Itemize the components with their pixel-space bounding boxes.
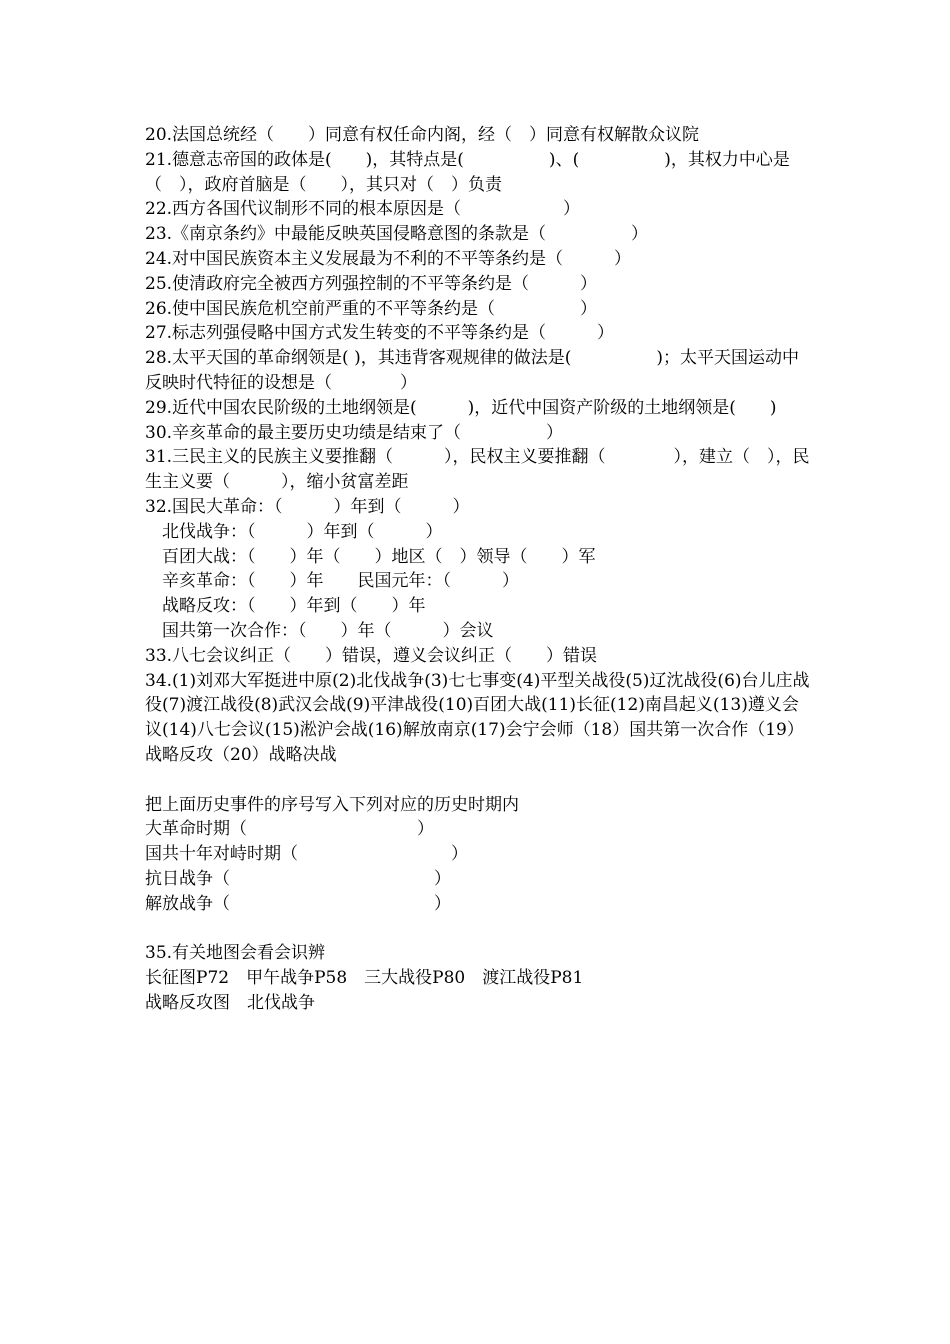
question-25: 25.使清政府完全被西方列强控制的不平等条约是（ ）	[145, 273, 598, 294]
question-32-strategic-counteroffensive: 战略反攻：（ ）年到（ ）年	[145, 596, 426, 617]
map-list-1: 长征图P72 甲午战争P58 三大战役P80 渡江战役P81	[145, 968, 584, 989]
question-30: 30.辛亥革命的最主要历史功绩是结束了（ ）	[145, 422, 564, 443]
period-liberation-war: 解放战争（ ）	[145, 893, 451, 914]
instruction-line: 把上面历史事件的序号写入下列对应的历史时期内	[145, 794, 519, 815]
question-22: 22.西方各国代议制形不同的根本原因是（ ）	[145, 199, 581, 220]
question-35: 35.有关地图会看会识辨	[145, 943, 326, 964]
question-34: 34.(1)刘邓大军挺进中原(2)北伐战争(3)七七事变(4)平型关战役(5)辽沈战役(6)台儿庄战役(7)渡江战役(8)武汉会战(9)平津战役(10)百团大战(11)长征(12)南昌起义(13)遵义会议(14)八七会议(15)淞沪会战(16)解放南京(17)会宁会师（18）国共第一次合作（19）战略反攻（20）战略决战	[145, 670, 810, 765]
question-32-xinhai-revolution: 辛亥革命：（ ）年 民国元年：（ ）	[145, 571, 519, 592]
question-32-hundred-regiments: 百团大战：（ ）年（ ）地区（ ）领导（ ）军	[145, 546, 596, 567]
question-20: 20.法国总统经（ ）同意有权任命内阁，经（ ）同意有权解散众议院	[145, 125, 700, 145]
question-27: 27.标志列强侵略中国方式发生转变的不平等条约是（ ）	[145, 323, 615, 344]
question-23: 23.《南京条约》中最能反映英国侵略意图的条款是（ ）	[145, 224, 649, 245]
question-24: 24.对中国民族资本主义发展最为不利的不平等条约是（ ）	[145, 248, 632, 269]
period-anti-japanese-war: 抗日战争（ ）	[145, 868, 451, 889]
period-ten-year-confrontation: 国共十年对峙时期（ ）	[145, 844, 468, 865]
blank-line	[145, 917, 810, 942]
question-31: 31.三民主义的民族主义要推翻（ ），民权主义要推翻（ ），建立（ ），民生主义要（ ），缩小贫富差距	[145, 447, 810, 493]
blank-line	[145, 768, 810, 793]
question-33: 33.八七会议纠正（ ）错误，遵义会议纠正（ ）错误	[145, 645, 598, 666]
question-32-northern-expedition: 北伐战争：（ ）年到（ ）	[145, 521, 443, 542]
map-list-2: 战略反攻图 北伐战争	[145, 992, 315, 1013]
question-32-first-cooperation: 国共第一次合作：（ ）年（ ）会议	[145, 620, 494, 641]
document-body	[145, 123, 810, 1016]
period-great-revolution: 大革命时期（ ）	[145, 819, 434, 840]
question-29: 29.近代中国农民阶级的土地纲领是( )，近代中国资产阶级的土地纲领是( )	[145, 397, 777, 418]
question-28: 28.太平天国的革命纲领是( )，其违背客观规律的做法是( )；太平天国运动中反映时代特征的设想是（ ）	[145, 348, 799, 393]
question-32: 32.国民大革命：（ ）年到（ ）	[145, 496, 470, 517]
question-26: 26.使中国民族危机空前严重的不平等条约是（ ）	[145, 298, 598, 319]
question-21: 21.德意志帝国的政体是( )，其特点是( )、( )，其权力中心是（ ），政府首脑是（ ），其只对（ ）负责	[145, 149, 790, 195]
